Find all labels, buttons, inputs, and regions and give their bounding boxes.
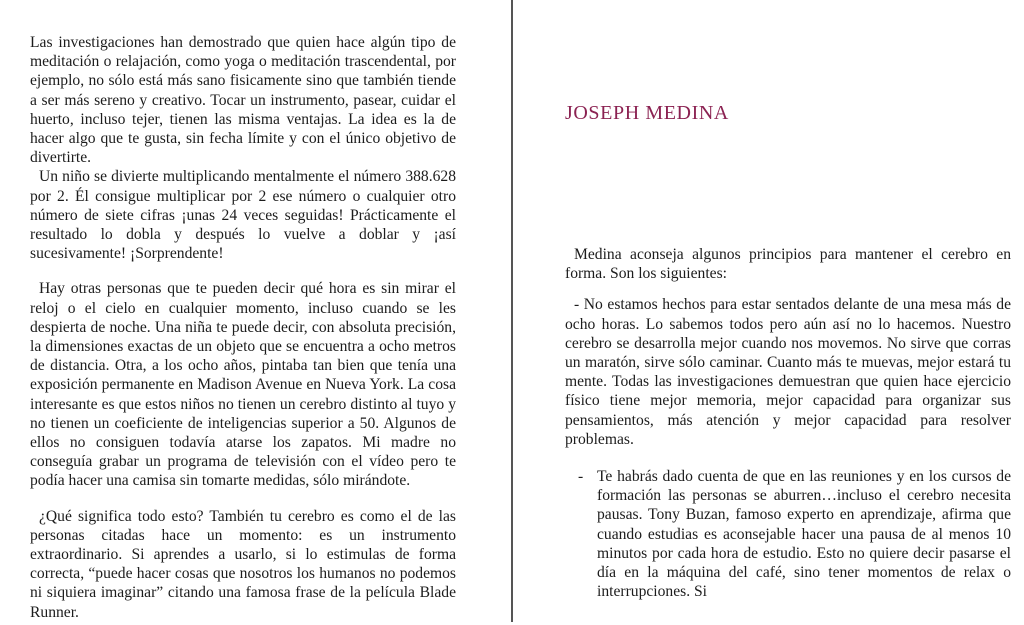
paragraph: Un niño se divierte multiplicando mentalmente el número 388.628 por 2. Él consigue multiplicar por 2 ese número o cualquier otro número de siete cifras ¡unas 24 veces seguidas! Prácticamente el resultado lo dobla y después lo vuelve a doblar y ¡así sucesivamente! ¡Sorprendente! xyxy=(30,168,456,263)
chapter-heading: JOSEPH MEDINA xyxy=(565,102,729,124)
right-page xyxy=(565,0,1011,601)
left-page xyxy=(30,33,456,622)
page-divider xyxy=(511,0,513,622)
bullet-item xyxy=(565,467,1011,601)
paragraph: Las investigaciones han demostrado que quien hace algún tipo de meditación o relajación, como yoga o meditación trascendental, por ejemplo, no sólo está más sano fisicamente sino que también tiende a ser más sereno y creativo. Tocar un instrumento, pasear, cuidar el huerto, incluso tejer, tienen las misma ventajas. La idea es la de hacer algo que te gusta, sin fecha límite y con el único objetivo de divertirte. xyxy=(30,34,456,167)
paragraph: ¿Qué significa todo esto? También tu cerebro es como el de las personas citadas hace un momento: es un instrumento extraordinario. Si aprendes a usarlo, si lo estimulas de forma correcta, “puede hacer cosas que nosotros los humanos no podemos ni siquiera imaginar” citando una famosa frase de la película Blade Runner. xyxy=(30,507,456,621)
paragraph: Hay otras personas que te pueden decir qué hora es sin mirar el reloj o el cielo en cualquier momento, incluso cuando se les despierta de noche. Una niña te puede decir, con absoluta precisión, la dimensiones exactas de un objeto que se encuentra a ocho metros de distancia. Otra, a los ocho años, pintaba tan bien que tenía una exposición permanente en Madison Avenue en Nueva York. La cosa interesante es que estos niños no tienen un cerebro distinto al tuyo y no tienen un coeficiente de inteligencias superior a 50. Algunos de ellos no consiguen todavía atarse los zapatos. Mi madre no conseguía grabar un programa de televisión con el vídeo pero te podía hacer una camisa sin tomarte medidas, sólo mirándote. xyxy=(30,280,456,490)
bullet-item: - No estamos hechos para estar sentados delante de una mesa más de ocho horas. Lo sabemos todos pero aún así no lo hacemos. Nuestro cerebro se desarrolla mejor cuando nos movemos. No sirve que corras un maratón, sirve sólo caminar. Cuanto más te muevas, mejor estará tu mente. Todas las investigaciones demuestran que quien hace ejercicio físico tiene mejor memoria, mejor capacidad para organizar sus pensamientos, más atención y mejor capacidad para resolver problemas. xyxy=(565,296,1011,448)
bullet-text: Te habrás dado cuenta de que en las reuniones y en los cursos de formación las personas se aburren…incluso el cerebro necesita pausas. Tony Buzan, famoso experto en aprendizaje, afirma que cuando estudias es aconsejable hacer una pausa de al menos 10 minutos por cada hora de estudio. Esto no quiere decir pasarse el día en la máquina del café, sino tener momentos de relax o interrupciones. Si xyxy=(597,468,1011,601)
intro-paragraph: Medina aconseja algunos principios para mantener el cerebro en forma. Son los siguientes: xyxy=(565,246,1011,283)
bullet-dash: - xyxy=(578,468,584,486)
